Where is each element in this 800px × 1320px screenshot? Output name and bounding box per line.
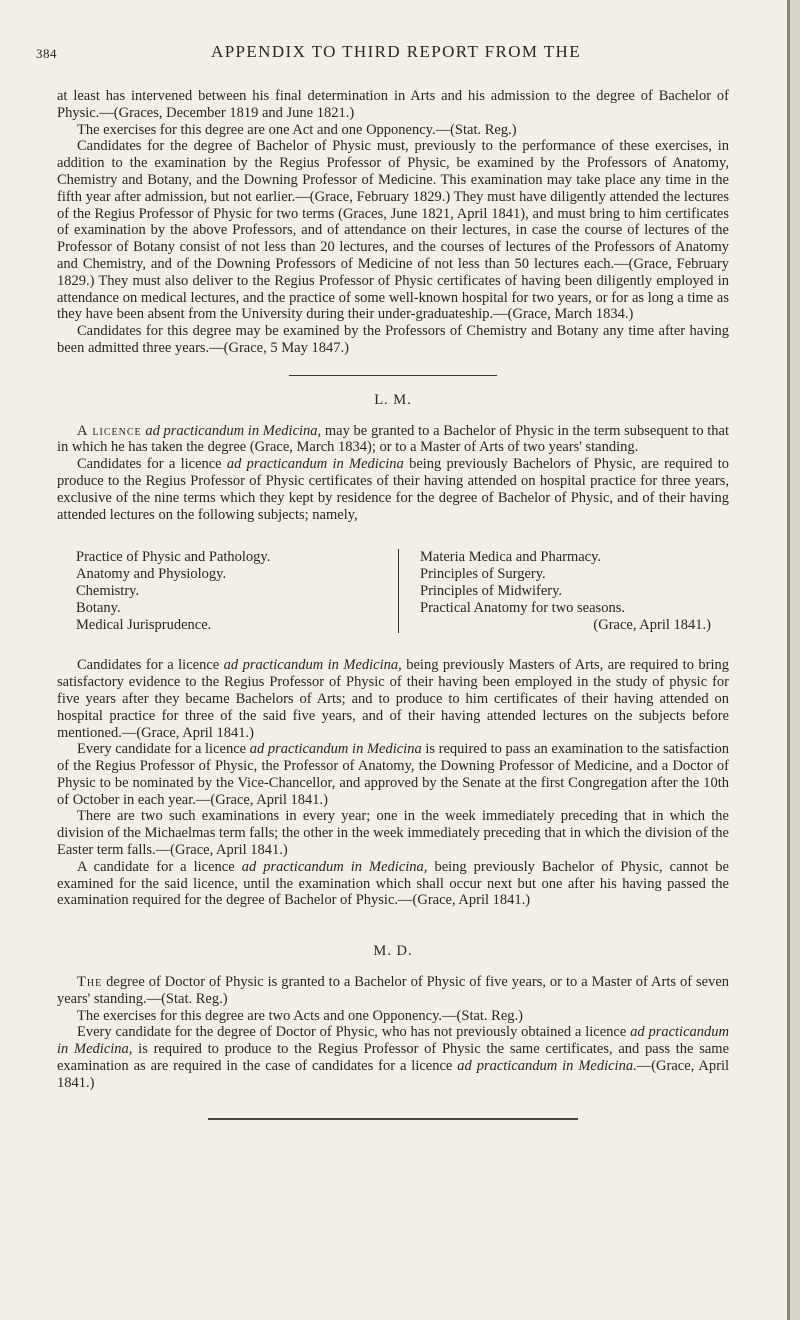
- intro-paragraph: Candidates for this degree may be examined by the Professors of Chemistry and Botany any time after having been admitted three years.—(Grace, 5 May 1847.): [57, 323, 729, 356]
- page-number: 384: [36, 46, 57, 61]
- latin-phrase: ad practicandum in Medicina,: [57, 1024, 729, 1058]
- body-text: degree of Doctor of Physic is granted to a Bachelor of Physic of five years, or to a Master of Arts of seven years' standing.—(Stat. Reg.): [57, 974, 729, 1007]
- lead-text: A licence: [77, 422, 142, 439]
- page-body: [57, 88, 729, 1120]
- subjects-left-column: [57, 549, 398, 633]
- section-title-md: M. D.: [373, 943, 413, 960]
- section-title-lm: L. M.: [374, 391, 412, 408]
- page-header: [36, 42, 736, 62]
- lm-paragraph-5: There are two such examinations in every year; one in the week immediately preceding that in which the division of the Michaelmas term falls; the other in the week immediately preceding that in which the division of the Easter term falls.—(Grace, April 1841.): [57, 808, 729, 859]
- latin-phrase: ad practicandum in Medicina,: [223, 657, 402, 674]
- lm-paragraph-6: [57, 859, 729, 909]
- citation-text: —(Grace, April 1841.): [57, 1058, 729, 1091]
- body-text: is required to pass an examination to the satisfaction of the Regius Professor of Physic, the Professor of Anatomy, the Downing Professor of Medicine, and a Doctor of Physic to be nominated by the Vice-Chancellor, and approved by the Senate at the first Congregation after the 10th of October in each year.—(Grace, April 1841.): [57, 741, 729, 808]
- lm-paragraph-1: [57, 423, 729, 457]
- lead-text: Candidates for a licence: [77, 456, 222, 473]
- body-text: being previously Bachelor of Physic, cannot be examined for the said licence, until the examination which shall occur next but one after his having passed the examination required for the degree of Bachelor of Physic.—(Grace, April 1841.): [57, 858, 729, 909]
- body-text: may be granted to a Bachelor of Physic in the term subsequent to that in which he has taken the degree (Grace, March 1834); or to a Master of Arts of two years' standing.: [57, 422, 730, 456]
- subject-item: Practice of Physic and Pathology.: [76, 549, 271, 566]
- latin-phrase: ad practicandum in Medicina.: [457, 1058, 637, 1075]
- body-text: is required to produce to the Regius Professor of Physic the same certificates, and pass the same examination as are required in the case of candidates for a licence: [57, 1041, 730, 1075]
- subject-item: Materia Medica and Pharmacy.: [420, 549, 602, 566]
- md-paragraph-2: The exercises for this degree are two Acts and one Opponency.—(Stat. Reg.): [77, 1007, 523, 1024]
- subject-item: Principles of Midwifery.: [420, 582, 563, 599]
- lead-text: A candidate for a licence: [77, 858, 235, 875]
- lm-paragraph-4: [57, 741, 729, 808]
- lead-text: Every candidate for the degree of Doctor of Physic, who has not previously obtained a licence: [77, 1024, 627, 1041]
- body-text: being previously Bachelors of Physic, are required to produce to the Regius Professor of Physic certificates of their having attended on hospital practice for three years, exclusive of the nine terms which they kept by residence for the degree of Bachelor of Physic, and of their having attended lectures on the following subjects; namely,: [57, 456, 730, 523]
- end-rule: [208, 1118, 578, 1120]
- lm-paragraph-3: [57, 657, 729, 741]
- lead-text: The: [77, 974, 103, 991]
- subject-item: Botany.: [76, 599, 121, 616]
- md-paragraph-1: [57, 974, 729, 1008]
- subject-item: Principles of Surgery.: [420, 566, 546, 583]
- latin-phrase: ad practicandum in Medicina,: [241, 858, 428, 875]
- subject-item: Practical Anatomy for two seasons.: [420, 599, 625, 616]
- latin-phrase: ad practicandum in Medicina,: [145, 422, 322, 439]
- latin-phrase: ad practicandum in Medicina: [226, 456, 404, 473]
- subject-item: Chemistry.: [76, 582, 140, 599]
- lm-paragraph-2: [57, 456, 729, 523]
- subjects-right-column: [398, 549, 729, 633]
- lead-text: Candidates for a licence: [77, 657, 220, 674]
- md-paragraph-3: [57, 1024, 729, 1091]
- page-edge: [790, 0, 800, 1320]
- subject-item: Medical Jurisprudence.: [76, 616, 212, 633]
- intro-paragraph: The exercises for this degree are one Act and one Opponency.—(Stat. Reg.): [77, 121, 517, 138]
- body-text: being previously Masters of Arts, are required to bring satisfactory evidence to the Regius Professor of Physic of their having been employed in the study of physic for five years after they became Bachelors of Arts; and to produce to him certificates of their having attended on hospital practice for three of the said five years, and of their having attended lectures on the subjects before mentioned.—(Grace, April 1841.): [57, 657, 730, 741]
- latin-phrase: ad practicandum in Medicina: [249, 741, 422, 758]
- intro-paragraph: Candidates for the degree of Bachelor of Physic must, previously to the performance of these exercises, in addition to the examination by the Regius Professor of Physic, be examined by the Professors of Anatomy, Chemistry and Botany, and the Downing Professor of Medicine. This examination may take place any time in the fifth year after admission, but not earlier.—(Grace, February 1829.) They must have diligently attended the lectures of the Regius Professor of Physic for two terms (Graces, June 1821, April 1841), and must bring to him certificates of examination by the above Professors, and of attendance on their lectures, in case the course of lectures of the Professor of Botany consist of not less than 20 lectures, and the courses of lectures of the Professors of Anatomy and Chemistry, and of the Downing Professors of Medicine of not less than 50 lectures each.—(Grace, February 1829.) They must also deliver to the Regius Professor of Physic certificates of having been diligently employed in attendance on medical lectures, and the practice of some well-known hospital for two years, or for as long a time as they have been absent from the University during their under-graduateship.—(Grace, March 1834.): [57, 138, 729, 323]
- subjects-list: [57, 549, 729, 633]
- subject-item: Anatomy and Physiology.: [76, 566, 227, 583]
- running-title: APPENDIX TO THIRD REPORT FROM THE: [211, 42, 581, 61]
- lead-text: Every candidate for a licence: [77, 741, 247, 758]
- intro-paragraph: at least has intervened between his final determination in Arts and his admission to the degree of Bachelor of Physic.—(Graces, December 1819 and June 1821.): [57, 88, 729, 121]
- subjects-citation: (Grace, April 1841.): [593, 616, 711, 633]
- section-divider: [289, 375, 497, 376]
